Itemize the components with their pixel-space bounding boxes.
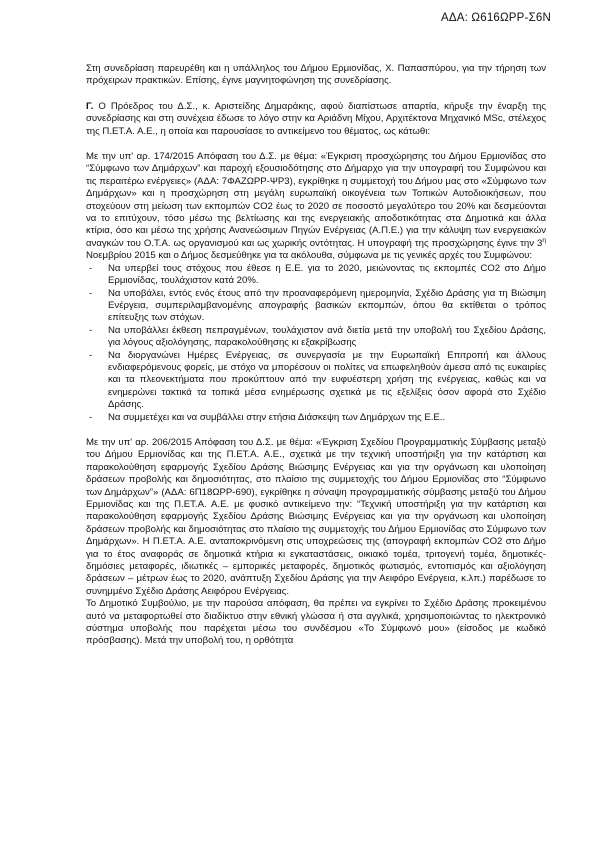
- ordinal-superscript: η: [542, 236, 546, 244]
- paragraph-opening-text: Ο Πρόεδρος του Δ.Σ., κ. Αριστείδης Δημαράκης, αφού διαπίστωσε απαρτία, κήρυξε την έναρξη της συνεδρίασης και στη συνέχεια έδωσε το λόγο στην κα Αριάδνη Μίχου, Αρχιτέκτονα Μηχανικό MSc, στέλεχος της Π.ΕΤ.Α. Α.Ε., η οποία και παρουσίασε το αντικείμενο του θέματος, ως κάτωθι:: [86, 100, 546, 137]
- list-item: - Να υποβάλει, εντός ενός έτους από την προαναφερόμενη ημερομηνία, Σχέδιο Δράσης για τη Βιώσιμη Ενέργεια, συμπεριλαμβανομένης απογραφής βασικών εκπομπών, όπου θα εκτίθεται ο τρόπος επίτευξης των στόχων.: [86, 288, 546, 325]
- list-item: - Να υποβάλλει έκθεση πεπραγμένων, τουλάχιστον ανά διετία μετά την υποβολή του Σχεδίου Δράσης, για λόγους αξιολόγησης, παρακολούθησης κι εξακρίβωσης: [86, 325, 546, 350]
- section-label: Γ.: [86, 100, 94, 112]
- paragraph-decision-206: Με την υπ' αρ. 206/2015 Απόφαση του Δ.Σ. με θέμα: «Έγκριση Σχεδίου Προγραμματικής Σύμβασης μεταξύ του Δήμου Ερμιονίδας και της Π.ΕΤ.Α. Α.Ε., σχετικά με την τεχνική υποστήριξη για την κατάρτιση και παρακολούθηση εφαρμογής Σχεδίου Δράσης Βιώσιμης Ενέργειας και για την οργάνωση και υλοποίηση δράσεων προβολής και δημοσιότητας, στο πλαίσιο της συμμετοχής του Δήμου Ερμιονίδας στο “Σύμφωνο των Δημάρχων”» (ΑΔΑ: 6Π18ΩΡΡ-690), εγκρίθηκε η σύναψη προγραμματικής σύμβασης μεταξύ του Δήμου Ερμιονίδας και της Π.ΕΤ.Α. Α.Ε. με φυσικό αντικείμενο την: “Τεχνική υποστήριξη για την κατάρτιση και παρακολούθηση εφαρμογής Σχεδίου Δράσης Βιώσιμης Ενέργειας και για την οργάνωση και υλοποίηση δράσεων προβολής και δημοσιότητας στο πλαίσιο της συμμετοχής του Δήμου Ερμιονίδας στο Σύμφωνο των Δημάρχων». Η Π.ΕΤ.Α. Α.Ε. ανταποκρινόμενη στις υποχρεώσεις της (απογραφή εκπομπών CO2 στο Δήμο για το έτος αναφοράς σε δημοτικά κτήρια κι εγκαταστάσεις, οικιακό τομέα, τριτογενή τομέα, δημοτικές-δημόσιες μεταφορές, ιδιωτικές – εμπορικές μεταφορές, δημοτικός φωτισμός, εντοπισμός και αξιολόγηση δράσεων – μέτρων έως το 2020, ανάπτυξη Σχεδίου Δράσης για την Αειφόρο Ενέργεια, κ.λπ.) παρέδωσε το συνημμένο Σχέδιο Δράσης Αειφόρου Ενέργειας.: [86, 436, 546, 597]
- document-code: ΑΔΑ: Ω616ΩΡΡ-Σ6Ν: [441, 12, 551, 24]
- paragraph-opening: [86, 101, 546, 138]
- document-body: [86, 63, 546, 648]
- list-item: - Να διοργανώνει Ημέρες Ενέργειας, σε συνεργασία με την Ευρωπαϊκή Επιτροπή και άλλους ενδιαφερόμενους φορείς, με στόχο να μπορέσουν οι πολίτες να επωφεληθούν άμεσα από τις ευκαιρίες και τα πλεονεκτήματα που προκύπτουν από την ευφυέστερη χρήση της ενέργειας, καθώς και να ενημερώνει τακτικά τα τοπικά μέσα ενημέρωσης σχετικά με τις εξελίξεις όσον αφορά στο Σχέδιο Δράσης.: [86, 350, 546, 412]
- paragraph-council-approval: Το Δημοτικό Συμβούλιο, με την παρούσα απόφαση, θα πρέπει να εγκρίνει το Σχέδιο Δράσης προκειμένου αυτό να μεταφορτωθεί στο διαδίκτυο στην εθνική γλώσσα ή στα αγγλικά, χρησιμοποιώντας το ηλεκτρονικό σύστημα υποβολής που παρέχεται μέσω του συνδέσμου «Το Σύμφωνό μου» (είσοδος με κωδικό πρόσβασης). Μετά την υποβολή του, η ορθότητα: [86, 598, 546, 647]
- list-item: - Να υπερβεί τους στόχους που έθεσε η Ε.Ε. για το 2020, μειώνοντας τις εκπομπές CO2 στο Δήμο Ερμιονίδας, τουλάχιστον κατά 20%.: [86, 263, 546, 288]
- paragraph-attendance: Στη συνεδρίαση παρευρέθη και η υπάλληλος του Δήμου Ερμιονίδας, Χ. Παπασπύρου, για την τήρηση των πρόχειρων πρακτικών. Επίσης, έγινε μαγνητοφώνηση της συνεδρίασης.: [86, 63, 546, 87]
- paragraph-decision-174: [86, 151, 546, 263]
- commitments-list: [86, 263, 546, 424]
- paragraph-decision-174-text: Με την υπ' αρ. 174/2015 Απόφαση του Δ.Σ. με θέμα: «Έγκριση προσχώρησης του Δήμου Ερμιονίδας στο “Σύμφωνο των Δημάρχων” και παροχή εξουσιοδότησης στο Δήμαρχο για την υπογραφή του Συμφώνου και τις περαιτέρω ενέργειες» (ΑΔΑ: 7ΦΑΖΩΡΡ-ΨΡ3), εγκρίθηκε η συμμετοχή του Δήμου μας στο «Σύμφωνο των Δημάρχων» και η προσχώρηση στη μεγάλη ευρωπαϊκή οικογένεια των Τοπικών Αυτοδιοικήσεων, που στοχεύουν στη μείωση των εκπομπών CO2 έως το 2020 σε ποσοστό μεγαλύτερο του 20% και δεσμεύονται να το επιτύχουν, τόσο μέσω της βελτίωσης και της ενεργειακής αποδοτικότητας στα Δημοτικά και άλλα κτίρια, όσο και μέσω της χρήσης Ανανεώσιμων Πηγών Ενέργειας (Α.Π.Ε.) για την κάλυψη των ενεργειακών αναγκών του Ο.Τ.Α. ως οργανισμού και ως χωρικής οντότητας. Η υπογραφή της προσχώρησης έγινε την 3: [86, 151, 546, 249]
- paragraph-decision-174-rest: Νοεμβρίου 2015 και ο Δήμος δεσμεύθηκε για τα ακόλουθα, σύμφωνα με τις γενικές αρχές του Συμφώνου:: [86, 250, 533, 262]
- list-item: - Να συμμετέχει και να συμβάλλει στην ετήσια Διάσκεψη των Δημάρχων της Ε.Ε..: [86, 412, 546, 424]
